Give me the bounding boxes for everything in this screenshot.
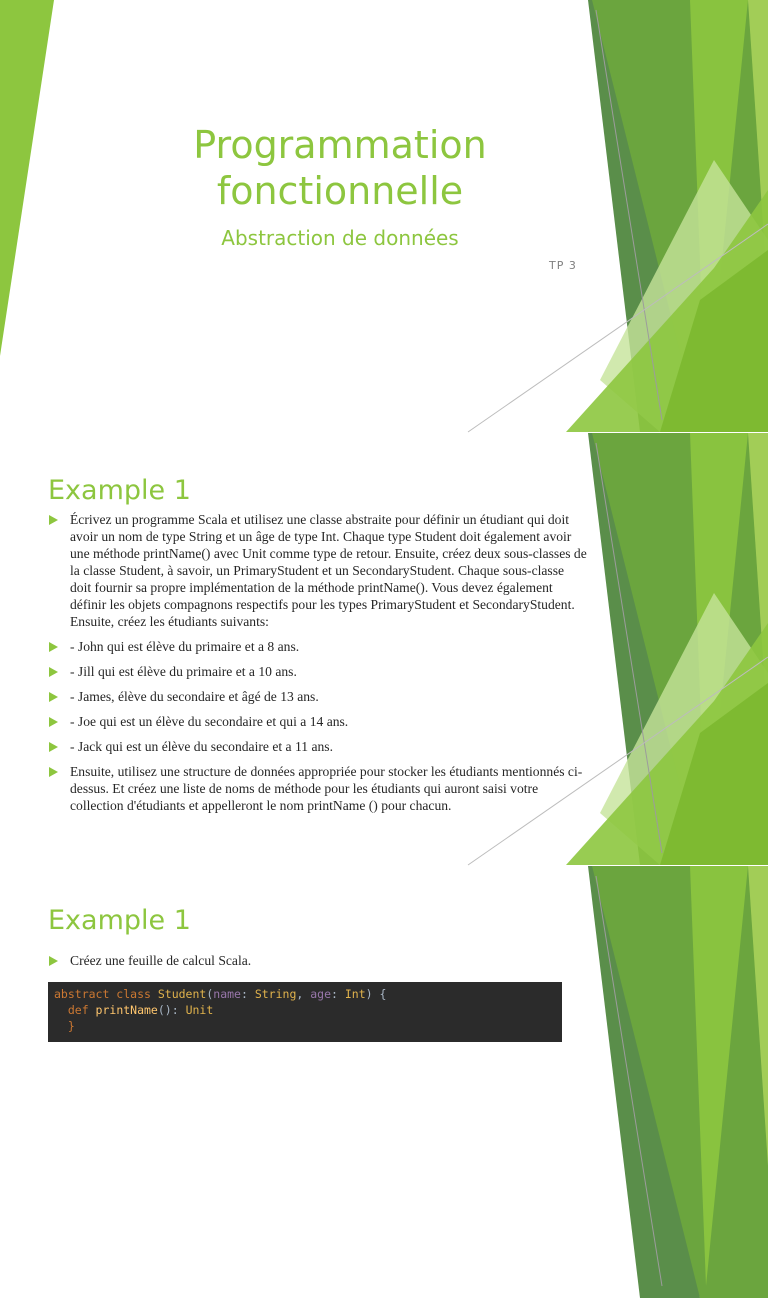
bullet-text: - Jill qui est élève du primaire et a 10 ans. xyxy=(70,664,297,679)
tp-label: TP 3 xyxy=(549,259,577,272)
title-line-2: fonctionnelle xyxy=(216,169,464,213)
code-type: String xyxy=(254,987,297,1001)
slide-heading: Example 1 xyxy=(48,905,191,936)
code-function-name: printName xyxy=(95,1003,158,1017)
bullet-arrow-icon xyxy=(49,742,58,752)
bullet-arrow-icon xyxy=(49,692,58,702)
bullet-arrow-icon xyxy=(49,642,58,652)
code-type: Int xyxy=(344,987,366,1001)
title-slide xyxy=(0,0,768,432)
bullet-item xyxy=(48,511,588,630)
code-param: name xyxy=(213,987,241,1001)
code-punct: ) { xyxy=(365,987,387,1001)
bullet-arrow-icon xyxy=(49,515,58,525)
code-type: Unit xyxy=(185,1003,214,1017)
bullet-text: Ensuite, utilisez une structure de données appropriée pour stocker les étudiants mentionnés ci-dessus. Et créez une liste de noms de méthode pour les étudiants qui auront saisi votre collection d'étudiants et appelleront le nom printName () pour chacun. xyxy=(70,764,583,813)
code-class-name: Student xyxy=(157,987,207,1001)
slide-decoration xyxy=(0,0,768,432)
code-punct: (): xyxy=(157,1003,186,1017)
bullet-list xyxy=(48,952,588,977)
code-line-2 xyxy=(54,1002,556,1018)
bullet-item xyxy=(48,688,588,705)
bullet-text: - James, élève du secondaire et âgé de 13 ans. xyxy=(70,689,319,704)
bullet-list xyxy=(48,511,588,822)
bullet-item xyxy=(48,738,588,755)
bullet-text: - John qui est élève du primaire et a 8 ans. xyxy=(70,639,300,654)
code-punct: : xyxy=(331,987,345,1001)
bullet-item xyxy=(48,638,588,655)
code-punct: : xyxy=(240,987,255,1001)
bullet-item xyxy=(48,713,588,730)
code-param: age xyxy=(310,987,332,1001)
bullet-arrow-icon xyxy=(49,717,58,727)
title-line-1: Programmation xyxy=(193,123,487,167)
bullet-item xyxy=(48,763,588,814)
worksheet-slide xyxy=(0,866,768,1033)
code-line-1 xyxy=(54,986,556,1002)
left-green-shape xyxy=(0,0,54,356)
bullet-text: - Joe qui est un élève du secondaire et qui a 14 ans. xyxy=(70,714,349,729)
slide-heading: Example 1 xyxy=(48,475,191,506)
code-block xyxy=(48,982,562,1042)
bullet-arrow-icon xyxy=(49,767,58,777)
bullet-item xyxy=(48,663,588,680)
bullet-arrow-icon xyxy=(49,667,58,677)
bullet-text: Créez une feuille de calcul Scala. xyxy=(70,953,252,968)
code-punct: ( xyxy=(206,987,214,1001)
exercise-slide xyxy=(0,433,768,865)
bullet-item xyxy=(48,952,588,969)
code-line-3: } xyxy=(54,1019,75,1033)
code-keyword: def xyxy=(54,1003,96,1017)
presentation-subtitle: Abstraction de données xyxy=(221,226,459,250)
code-punct: , xyxy=(296,987,311,1001)
bullet-text: Écrivez un programme Scala et utilisez une classe abstraite pour définir un étudiant qui doit avoir un nom de type String et un âge de type Int. Chaque type Student doit également avoir une méthode printName() avec Unit comme type de retour. Ensuite, créez deux sous-classes de la classe Student, à savoir, un PrimaryStudent et un SecondaryStudent. Chaque sous-classe doit fournir sa propre implémentation de la méthode printName(). Vous devez également définir les objets compagnons respectifs pour les types PrimaryStudent et SecondaryStudent. Ensuite, créez les étudiants suivants: xyxy=(70,512,587,629)
bullet-text: - Jack qui est un élève du secondaire et a 11 ans. xyxy=(70,739,333,754)
bullet-arrow-icon xyxy=(49,956,58,966)
code-keyword: abstract class xyxy=(54,987,158,1001)
presentation-title xyxy=(130,122,550,214)
